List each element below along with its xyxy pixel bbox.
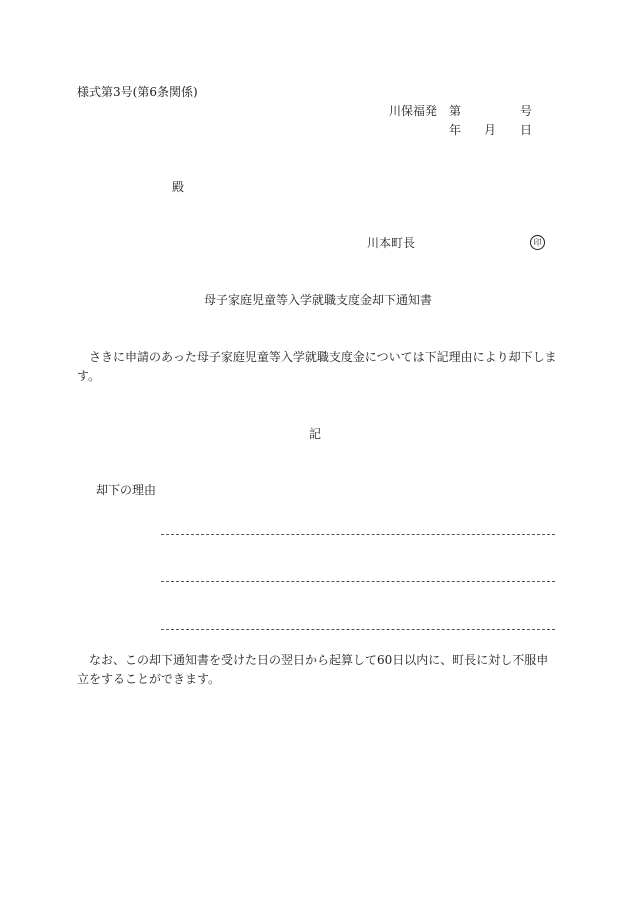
issue-day: 日	[520, 123, 533, 137]
reason-line-3	[161, 629, 555, 630]
addressee-suffix: 殿	[172, 180, 185, 194]
issue-year: 年	[449, 123, 462, 137]
body-text: さきに申請のあった母子家庭児童等入学就職支度金については下記理由により却下します。	[77, 350, 557, 383]
document-title: 母子家庭児童等入学就職支度金却下通知書	[204, 293, 433, 307]
ki-heading: 記	[309, 427, 322, 441]
issue-month: 月	[484, 123, 497, 137]
issue-go: 号	[520, 104, 533, 118]
issue-dai: 第	[449, 104, 462, 118]
form-number: 様式第3号(第6条関係)	[77, 85, 198, 99]
reason-label: 却下の理由	[96, 483, 157, 497]
notice-text: なお、この却下通知書を受けた日の翌日から起算して60日以内に、町長に対し不服申立をすることができます。	[77, 653, 549, 686]
reason-line-2	[161, 581, 555, 582]
reason-line-1	[161, 534, 555, 535]
issue-prefix: 川保福発	[389, 104, 438, 118]
seal-icon: 印	[530, 235, 545, 250]
issuer-title: 川本町長	[367, 236, 416, 250]
